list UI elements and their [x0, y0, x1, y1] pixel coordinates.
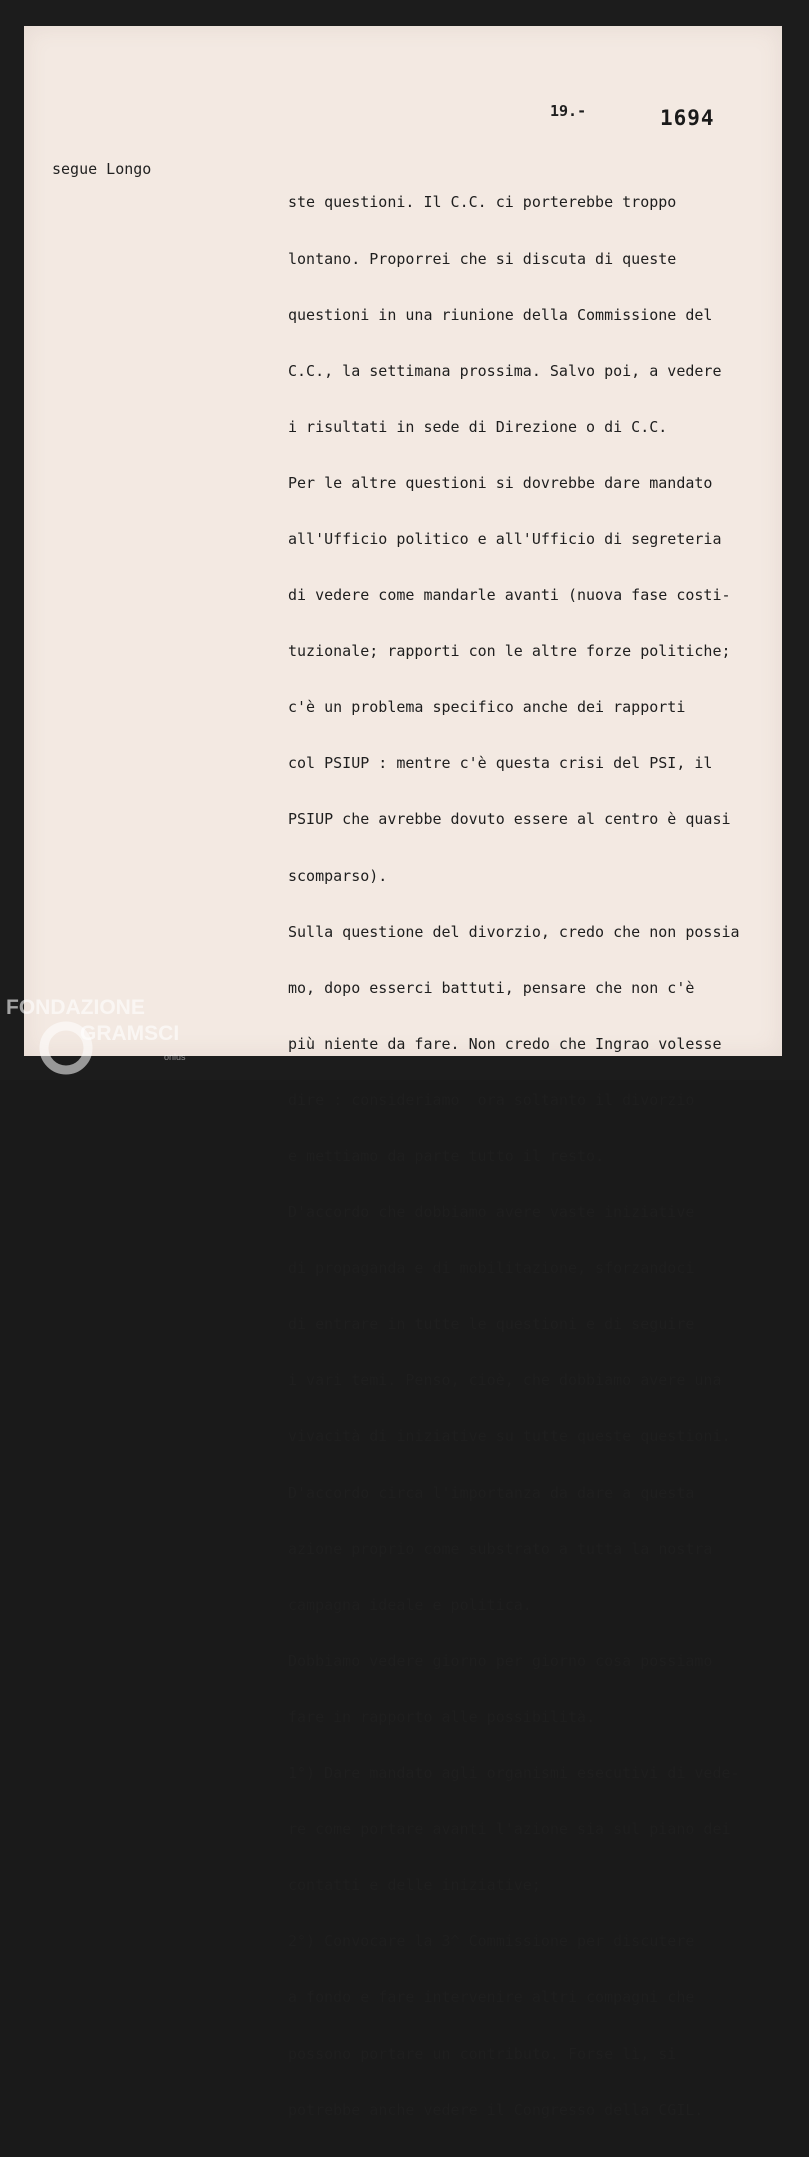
text-line: vivacità di iniziative su tutte queste questioni. [288, 1427, 731, 1446]
text-line: di propaganda e di mobilitazione, sforzandoci [288, 1259, 695, 1278]
speaker-label: segue Longo [52, 160, 152, 178]
text-line: potrebbe anche vedere il Congresso della CGIL. [288, 2100, 704, 2119]
text-line: i vari temi. Penso, cioè, che dobbiamo avere una [288, 1371, 722, 1390]
text-line: Sulla questione del divorzio, credo che non possia [288, 922, 740, 941]
text-line: a fondo e fare intervenire altri compagni che [288, 1988, 695, 2007]
text-line: Per le altre questioni si dovrebbe dare mandato [288, 473, 713, 492]
text-line: fare in rapporto alle possibilità. [288, 1707, 596, 1726]
text-line: col PSIUP : mentre c'è questa crisi del PSI, il [288, 754, 713, 773]
archive-number: 1694 [660, 106, 715, 130]
text-line: 1°) Dare mandato agli organismi esecutivi di vede- [288, 1764, 740, 1783]
text-line: c'è un problema specifico anche dei rapporti [288, 698, 686, 717]
text-line: mo, dopo esserci battuti, pensare che non c'è [288, 978, 695, 997]
text-line: C.C., la settimana prossima. Salvo poi, a vedere [288, 361, 722, 380]
text-line: D'accordo circa l'importanza da dare a questa [288, 1483, 695, 1502]
fondazione-gramsci-watermark [4, 994, 204, 1074]
text-line: e mettiamo da parte tutto il resto. [288, 1147, 605, 1165]
text-line: contatti e delle iniziative; [288, 1876, 541, 1895]
text-line: azione proprio come substrato a tutta la nostra [288, 1539, 713, 1558]
text-line: possono portare un contributo. Forse lì, si [288, 2044, 677, 2063]
text-line: questioni in una riunione della Commissione del [288, 305, 713, 324]
text-line: all'Ufficio politico e all'Ufficio di segreteria [288, 529, 722, 548]
text-line: 2°) Convocare la 3^ Commissione per discutere [288, 1932, 695, 1951]
text-line: PSIUP che avrebbe dovuto essere al centro è quasi [288, 810, 731, 829]
text-line: più niente da fare. Non credo che Ingrao volesse [288, 1034, 722, 1053]
text-line: scomparso). [288, 866, 388, 885]
watermark-line-1: FONDAZIONE [6, 996, 145, 1019]
text-line: di entrare in tutte le questioni e di seguire [288, 1315, 695, 1334]
page-number: 19.- [550, 102, 587, 120]
text-line: tuzionale; rapporti con le altre forze politiche; [288, 642, 731, 661]
text-line: lontano. Proporrei che si discuta di queste [288, 249, 677, 268]
watermark-line-3: onlus [164, 1052, 186, 1062]
text-line: di vedere come mandarle avanti (nuova fase costi- [288, 586, 731, 605]
text-line: D'accordo che dobbiamo avere vaste iniziative [288, 1203, 695, 1222]
text-line: dire : consideriamo ora soltanto il divorzio [288, 1090, 695, 1109]
text-line: ste questioni. Il C.C. ci porterebbe troppo [288, 193, 677, 212]
text-line: re come portare avanti l'azione sia sul piano dei [288, 1820, 731, 1839]
transcript-body [288, 156, 758, 2157]
text-line: i risultati in sede di Direzione o di C.C. [288, 417, 668, 436]
text-line: campagna ideale e politica. [288, 1595, 532, 1614]
text-line: Dobbiamo vedere giorno per giorno cosa possiamo [288, 1651, 713, 1670]
watermark-line-2: GRAMSCI [80, 1022, 180, 1045]
